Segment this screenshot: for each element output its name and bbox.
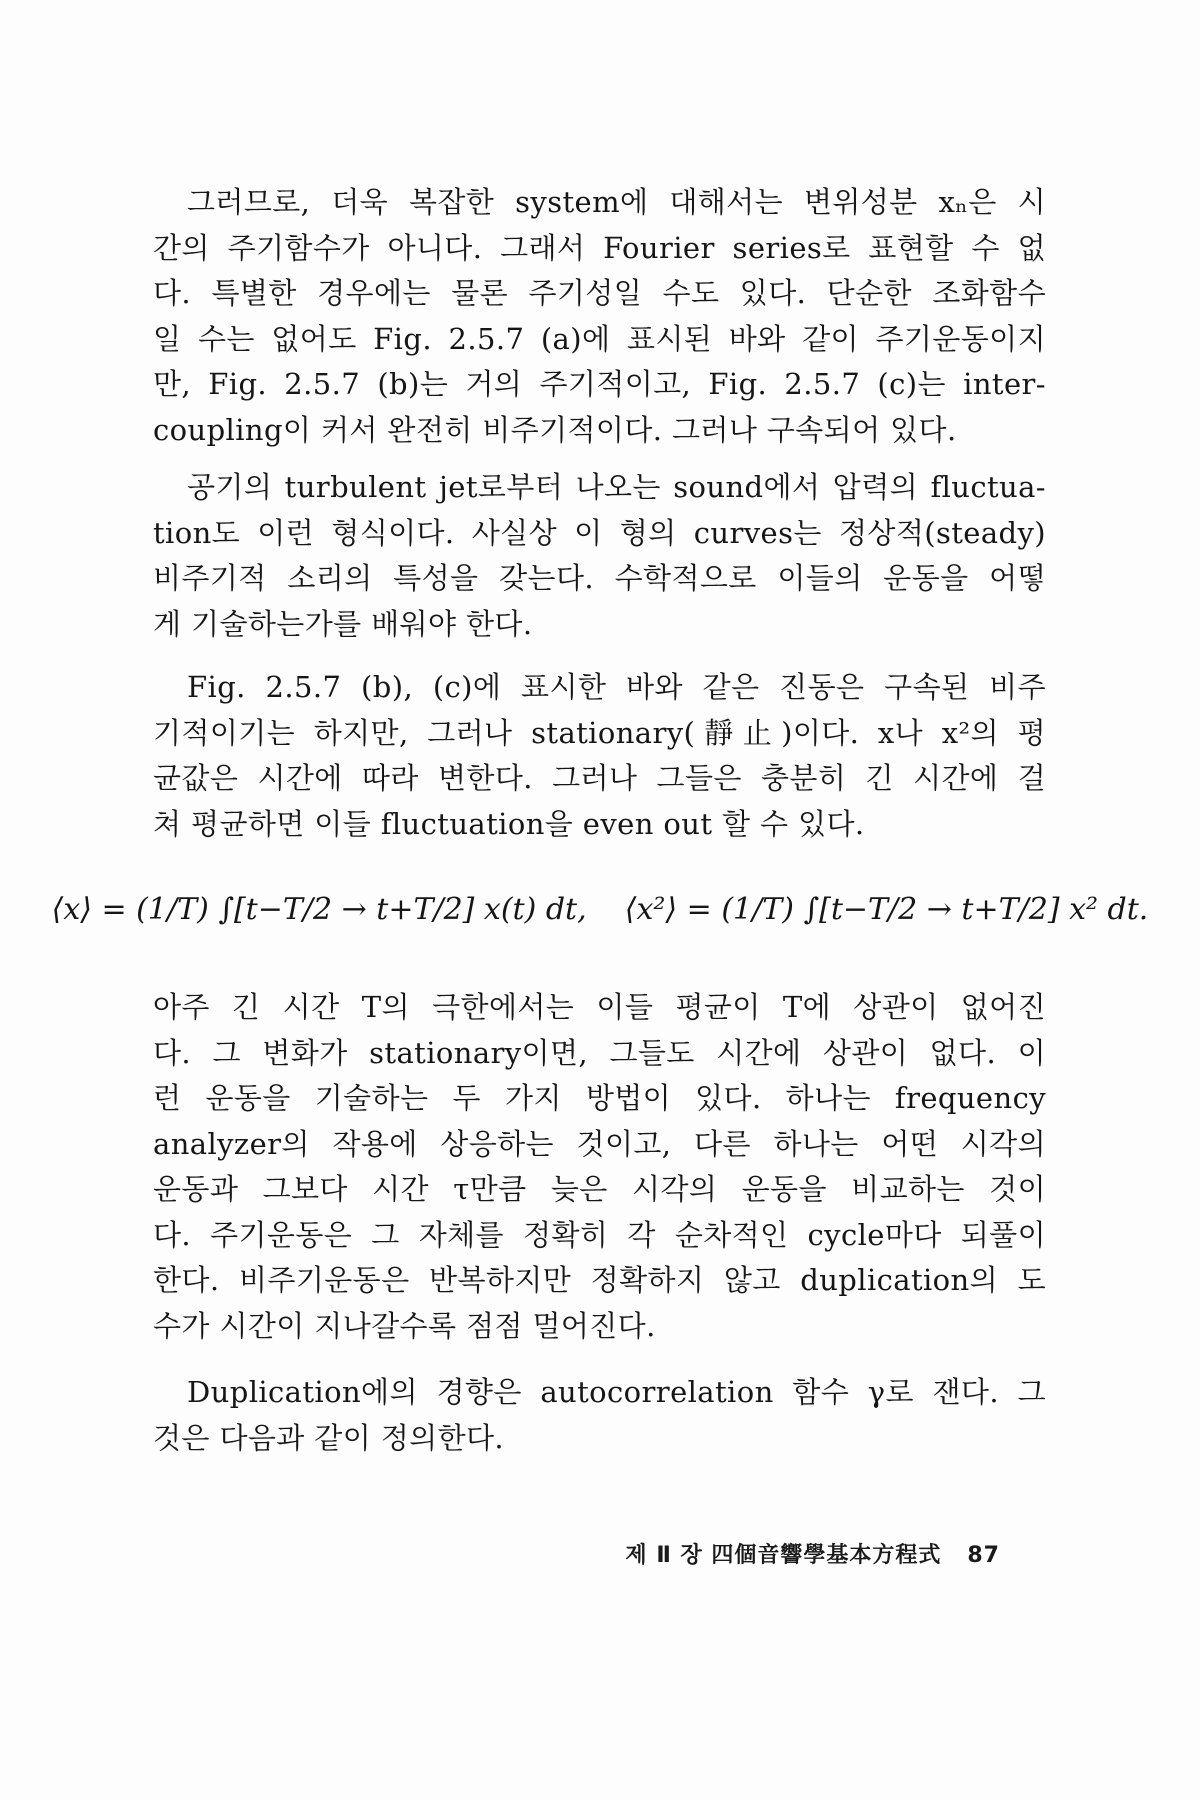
chapter-label: 제 Ⅱ 장 四個音響學基本方程式: [625, 1543, 942, 1568]
text-line: analyzer의 작용에 상응하는 것이고, 다른 하나는 어떤 시각의: [153, 1126, 1046, 1161]
text-line: 간의 주기함수가 아니다. 그래서 Fourier series로 표현할 수 없: [153, 230, 1046, 265]
paragraph-3: [153, 665, 1046, 847]
text-line: 공기의 turbulent jet로부터 나오는 sound에서 압력의 fluctua-: [187, 470, 1046, 504]
text-line: 아주 긴 시간 T의 극한에서는 이들 평균이 T에 상관이 없어진: [153, 990, 1046, 1024]
text-line: Fig. 2.5.7 (b), (c)에 표시한 바와 같은 진동은 구속된 비주: [187, 670, 1046, 704]
text-line: 기적이기는 하지만, 그러나 stationary(靜止)이다. x나 x²의 평: [153, 715, 1046, 750]
text-line: 수가 시간이 지나갈수록 점점 멀어진다.: [153, 1308, 656, 1343]
text-line: coupling이 커서 완전히 비주기적이다. 그러나 구속되어 있다.: [153, 412, 957, 447]
text-line: 게 기술하는가를 배워야 한다.: [153, 606, 533, 641]
paragraph-2: [153, 465, 1046, 647]
text-line: 다. 특별한 경우에는 물론 주기성일 수도 있다. 단순한 조화함수: [153, 276, 1046, 310]
text-line: 쳐 평균하면 이들 fluctuation을 even out 할 수 있다.: [153, 806, 865, 841]
text-line: 균값은 시간에 따라 변한다. 그러나 그들은 충분히 긴 시간에 걸: [153, 761, 1046, 795]
text-line: 일 수는 없어도 Fig. 2.5.7 (a)에 표시된 바와 같이 주기운동이지: [153, 321, 1046, 356]
text-line: 비주기적 소리의 특성을 갖는다. 수학적으로 이들의 운동을 어떻: [153, 561, 1046, 595]
text-line: Duplication에의 경향은 autocorrelation 함수 γ로 잰다. 그: [187, 1375, 1046, 1409]
text-line: 그러므로, 더욱 복잡한 system에 대해서는 변위성분 xₙ은 시: [187, 185, 1046, 219]
page-footer: [560, 1538, 1000, 1569]
equation-mean-x-squared: ⟨x²⟩ = (1/T) ∫[t−T/2 → t+T/2] x² dt.: [624, 892, 1149, 927]
text-line: 런 운동을 기술하는 두 가지 방법이 있다. 하나는 frequency: [153, 1081, 1046, 1115]
mean-value-equation: [0, 880, 1200, 940]
paragraph-1: [153, 180, 1046, 453]
text-line: 운동과 그보다 시간 τ만큼 늦은 시각의 운동을 비교하는 것이: [153, 1172, 1046, 1206]
text-line: 다. 주기운동은 그 자체를 정확히 각 순차적인 cycle마다 되풀이: [153, 1217, 1046, 1252]
page-number: 87: [967, 1543, 1000, 1568]
text-line: 것은 다음과 같이 정의한다.: [153, 1420, 505, 1455]
paragraph-5: [153, 1370, 1046, 1461]
text-line: 한다. 비주기운동은 반복하지만 정확하지 않고 duplication의 도: [153, 1263, 1046, 1297]
equation-mean-x: ⟨x⟩ = (1/T) ∫[t−T/2 → t+T/2] x(t) dt,: [51, 892, 587, 927]
text-line: 만, Fig. 2.5.7 (b)는 거의 주기적이고, Fig. 2.5.7 (c)는 inter-: [153, 367, 1046, 401]
paragraph-4: [153, 985, 1046, 1349]
text-line: tion도 이런 형식이다. 사실상 이 형의 curves는 정상적(steady): [153, 515, 1046, 550]
text-line: 다. 그 변화가 stationary이면, 그들도 시간에 상관이 없다. 이: [153, 1035, 1046, 1070]
